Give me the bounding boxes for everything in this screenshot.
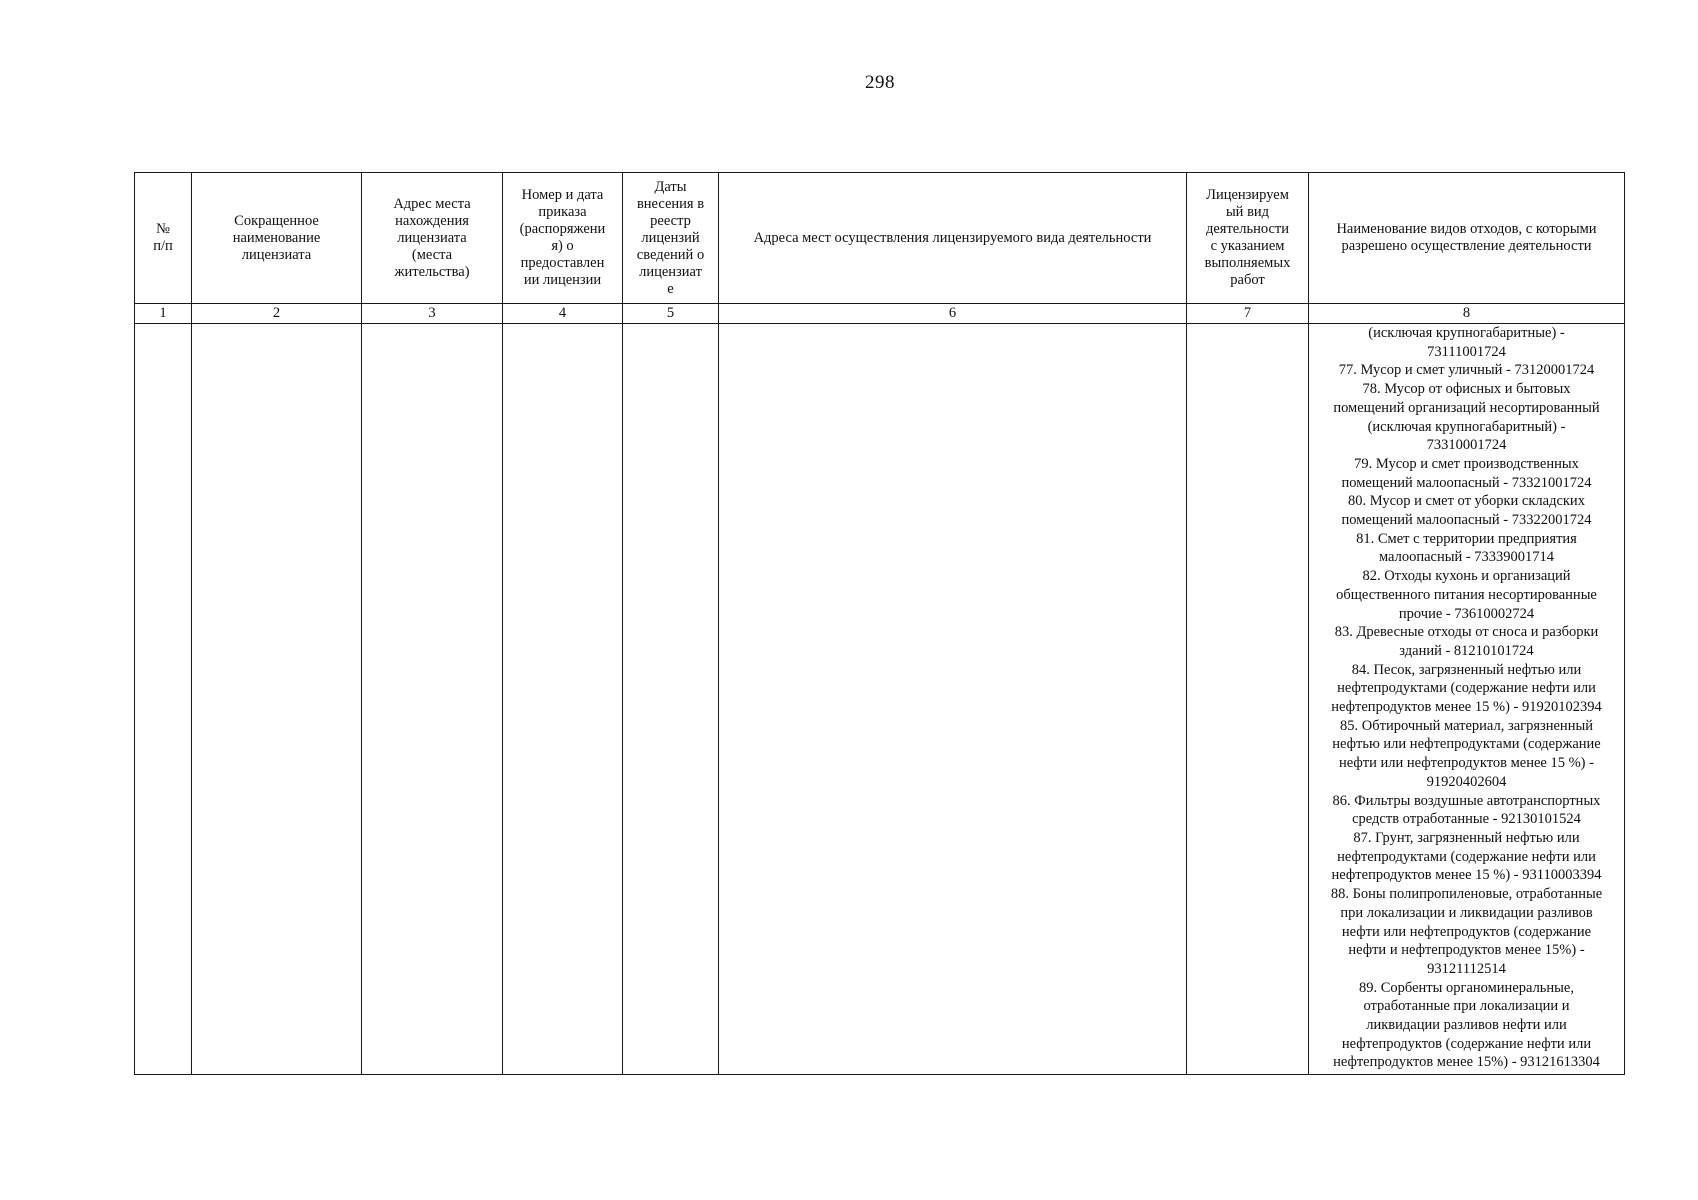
waste-type-line: нефти или нефтепродуктов менее 15 %) - — [1339, 755, 1594, 772]
page-number: 298 — [865, 72, 895, 93]
waste-type-line: помещений организаций несортированный — [1333, 399, 1600, 416]
waste-type-line: отработанные при локализации и — [1363, 998, 1570, 1015]
waste-type-line: 73310001724 — [1426, 437, 1507, 454]
column-number-cell: 6 — [719, 304, 1187, 324]
waste-type-line: малоопасный - 73339001714 — [1378, 549, 1555, 566]
waste-types-cell — [1309, 324, 1625, 1075]
waste-type-line: (исключая крупногабаритный) - — [1367, 418, 1566, 435]
waste-type-line: 88. Боны полипропиленовые, отработанные — [1330, 886, 1603, 903]
column-number-cell: 2 — [192, 304, 362, 324]
header-cell: Сокращенное наименование лицензиата — [192, 173, 362, 304]
activity-addresses-cell — [719, 324, 1187, 1075]
header-cell: Адрес места нахождения лицензиата (места жительства) — [362, 173, 503, 304]
header-cell: № п/п — [135, 173, 192, 304]
table-row — [135, 324, 1625, 1075]
column-number-cell: 5 — [623, 304, 719, 324]
order-number-date-cell — [503, 324, 623, 1075]
waste-type-line: ликвидации разливов нефти или — [1366, 1017, 1567, 1034]
column-number-cell: 8 — [1309, 304, 1625, 324]
licensee-name-cell — [192, 324, 362, 1075]
license-registry-table — [134, 172, 1625, 1075]
registry-dates-cell — [623, 324, 719, 1075]
waste-type-line: (исключая крупногабаритные) - — [1368, 325, 1565, 341]
column-number-cell: 7 — [1187, 304, 1309, 324]
waste-type-line: 89. Сорбенты органоминеральные, — [1359, 979, 1574, 996]
waste-type-line: зданий - 81210101724 — [1399, 642, 1534, 659]
waste-type-line: 79. Мусор и смет производственных — [1354, 455, 1579, 472]
waste-type-line: помещений малоопасный - 73322001724 — [1341, 512, 1592, 529]
header-cell: Лицензируем ый вид деятельности с указанием выполняемых работ — [1187, 173, 1309, 304]
header-row — [135, 173, 1625, 304]
waste-type-line: 77. Мусор и смет уличный - 73120001724 — [1338, 362, 1595, 379]
waste-type-line: средств отработанные - 92130101524 — [1352, 811, 1581, 828]
column-number-row — [135, 304, 1625, 324]
header-cell: Номер и дата приказа (распоряжени я) о предоставлен ии лицензии — [503, 173, 623, 304]
waste-type-line: прочие - 73610002724 — [1398, 605, 1535, 622]
waste-type-line: 78. Мусор от офисных и бытовых — [1362, 381, 1571, 398]
waste-type-line: 91920402604 — [1426, 773, 1507, 790]
waste-type-line: помещений малоопасный - 73321001724 — [1341, 474, 1592, 491]
column-number-cell: 1 — [135, 304, 192, 324]
waste-type-line: общественного питания несортированные — [1336, 586, 1597, 603]
waste-type-line: нефтепродуктов менее 15%) - 93121613304 — [1333, 1054, 1600, 1071]
row-number-cell — [135, 324, 192, 1075]
waste-type-line: 86. Фильтры воздушные автотранспортных — [1332, 792, 1601, 809]
waste-type-line: нефтепродуктами (содержание нефти или — [1337, 848, 1596, 865]
waste-type-line: нефти или нефтепродуктов (содержание — [1341, 923, 1592, 940]
column-number-cell: 4 — [503, 304, 623, 324]
waste-type-line: 85. Обтирочный материал, загрязненный — [1340, 717, 1593, 734]
waste-type-line: 73111001724 — [1427, 343, 1506, 360]
waste-type-line: нефтью или нефтепродуктами (содержание — [1332, 736, 1601, 753]
header-cell: Адреса мест осуществления лицензируемого вида деятельности — [719, 173, 1187, 304]
waste-type-line: 84. Песок, загрязненный нефтью или — [1351, 661, 1582, 678]
waste-type-line: 80. Мусор и смет от уборки складских — [1348, 493, 1585, 510]
licensed-activity-cell — [1187, 324, 1309, 1075]
waste-type-line: 81. Смет с территории предприятия — [1356, 530, 1577, 547]
waste-type-line: 87. Грунт, загрязненный нефтью или — [1353, 829, 1580, 846]
licensee-address-cell — [362, 324, 503, 1075]
waste-type-line: нефти и нефтепродуктов менее 15%) - — [1348, 942, 1585, 959]
waste-type-line: 93121112514 — [1427, 960, 1506, 977]
waste-type-line: нефтепродуктов (содержание нефти или — [1341, 1035, 1592, 1052]
waste-type-line: нефтепродуктов менее 15 %) - 93110003394 — [1331, 867, 1602, 884]
header-cell: Даты внесения в реестр лицензий сведений о лицензиат е — [623, 173, 719, 304]
column-number-cell: 3 — [362, 304, 503, 324]
waste-type-line: 83. Древесные отходы от сноса и разборки — [1334, 624, 1599, 641]
waste-type-line: нефтепродуктами (содержание нефти или — [1337, 680, 1596, 697]
waste-type-line: 82. Отходы кухонь и организаций — [1362, 568, 1571, 585]
waste-type-line: нефтепродуктов менее 15 %) - 91920102394 — [1331, 699, 1602, 716]
waste-type-line: при локализации и ликвидации разливов — [1340, 904, 1593, 921]
header-cell: Наименование видов отходов, с которыми разрешено осуществление деятельности — [1309, 173, 1625, 304]
